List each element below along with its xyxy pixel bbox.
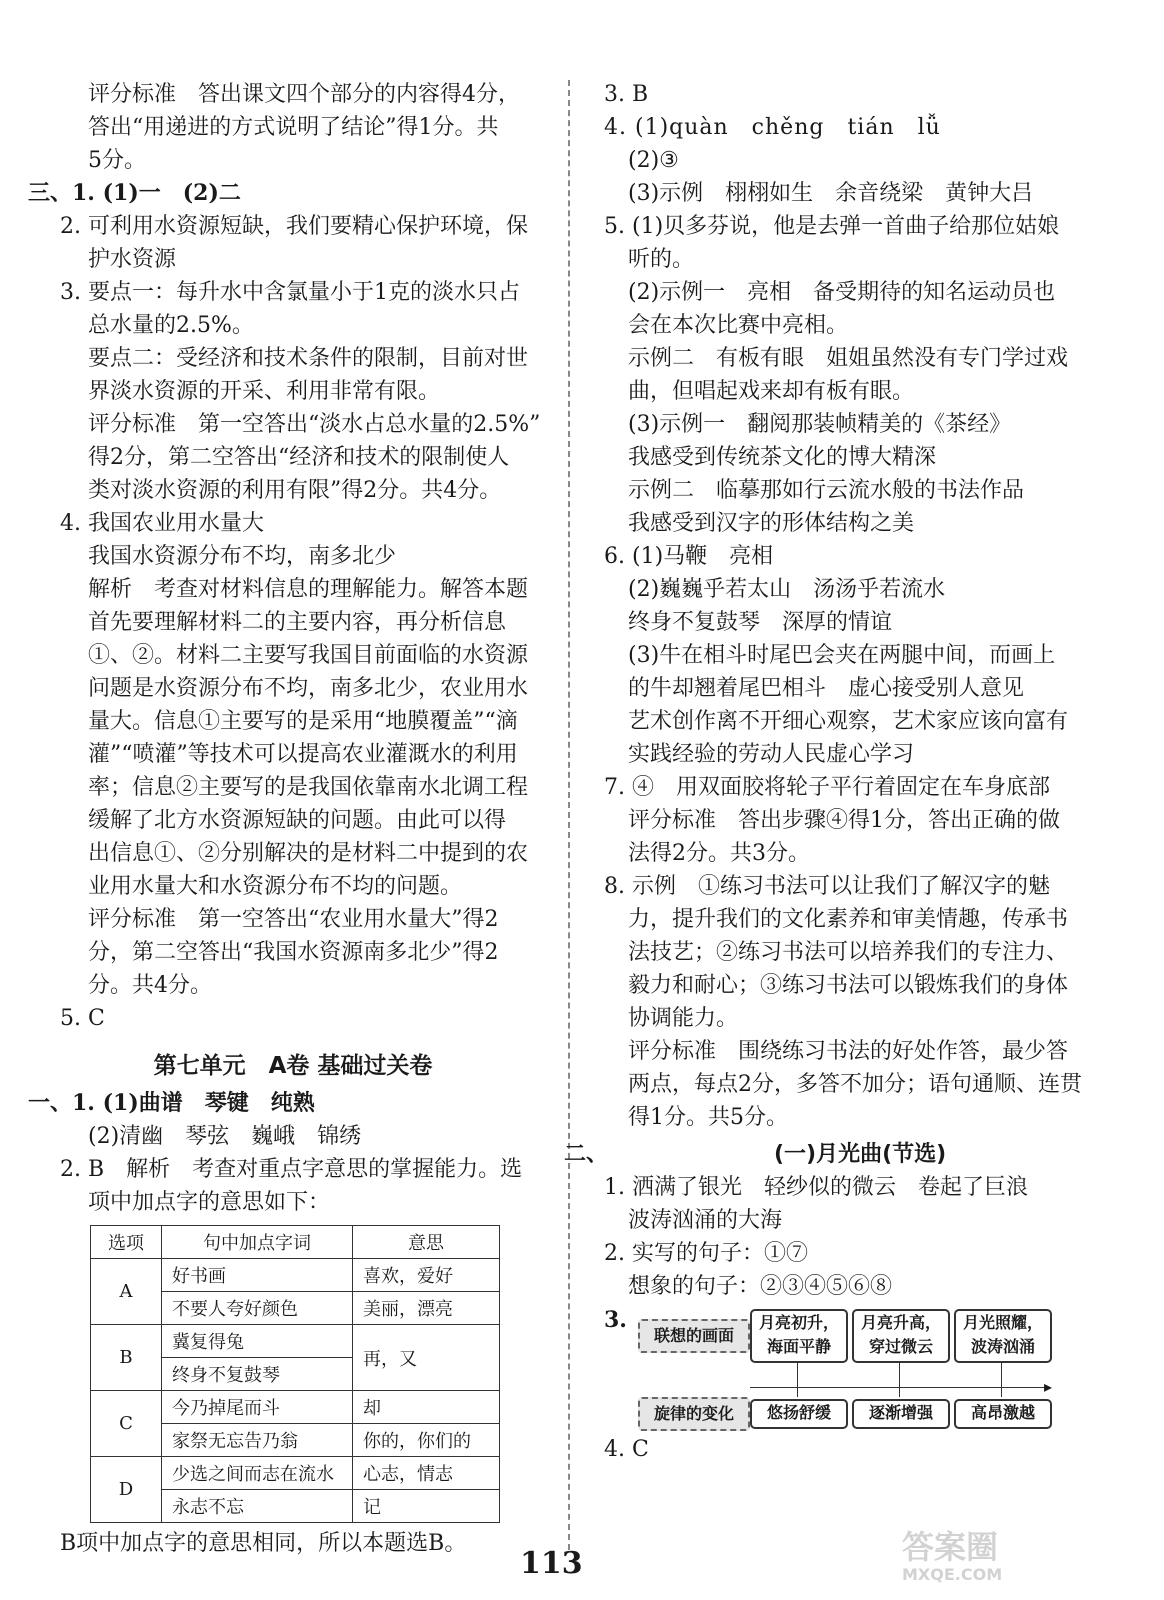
section-2-label: 二、 xyxy=(564,1141,609,1167)
text-line: 出信息①、②分别解决的是材料二中提到的农 xyxy=(88,841,529,866)
option-cell: B xyxy=(91,1325,162,1391)
connector xyxy=(797,1387,798,1397)
text-line: 项中加点字的意思如下： xyxy=(88,1190,331,1215)
text-line: 护水资源 xyxy=(88,247,177,272)
answer-7: 7. ④ 用双面胶将轮子平行着固定在车身底部 xyxy=(604,775,1050,800)
scene-box-3: 月光照耀， 波涛汹涌 xyxy=(954,1309,1052,1363)
text-line: 终身不复鼓琴 深厚的情谊 xyxy=(628,610,893,635)
melody-box-3: 高昂激越 xyxy=(954,1399,1052,1429)
text-line: 的牛却翘着尾巴相斗 虚心接受别人意见 xyxy=(628,676,1025,701)
text-line: 协调能力。 xyxy=(628,1006,739,1031)
meaning-cell: 你的，你们的 xyxy=(353,1424,500,1457)
right-column xyxy=(564,78,1104,1466)
meaning-cell: 再，又 xyxy=(353,1325,500,1391)
text-line: 力，提升我们的文化素养和审美情趣，传承书 xyxy=(628,907,1069,932)
text-line: 总水量的2.5%。 xyxy=(88,313,254,338)
section-3-q3: 3. 要点一：每升水中含氯量小于1克的淡水只占 xyxy=(60,280,520,305)
unit-q1: 一、1. (1)曲谱 琴键 纯熟 xyxy=(28,1090,315,1116)
meaning-cell: 美丽，漂亮 xyxy=(353,1292,500,1325)
table-header: 句中加点字词 xyxy=(162,1226,353,1259)
answer-4-pinyin: 4. (1)quàn chěng tián lǚ xyxy=(604,115,941,140)
connector xyxy=(899,1363,900,1387)
text-line: (2)清幽 琴弦 巍峨 锦绣 xyxy=(88,1124,362,1149)
text-line: 曲，但唱起戏来却有板有眼。 xyxy=(628,379,915,404)
table-row xyxy=(91,1259,500,1292)
text-line: (3)牛在相斗时尾巴会夹在两腿中间，而画上 xyxy=(628,643,1056,668)
text-line: 业用水量大和水资源分布不均的问题。 xyxy=(88,874,463,899)
section-3-q4: 4. 我国农业用水量大 xyxy=(60,511,264,536)
text-line: 灌”“喷灌”等技术可以提高农业灌溉水的利用 xyxy=(88,742,518,767)
word-cell: 好书画 xyxy=(162,1259,353,1292)
word-cell: 终身不复鼓琴 xyxy=(162,1358,353,1391)
text-line: 实践经验的劳动人民虚心学习 xyxy=(628,742,915,767)
table-row xyxy=(91,1457,500,1490)
melody-box-2: 逐渐增强 xyxy=(852,1399,950,1429)
connector xyxy=(1001,1363,1002,1387)
q4: 4. C xyxy=(604,1437,649,1462)
word-cell: 冀复得兔 xyxy=(162,1325,353,1358)
text-line: ①、②。材料二主要写我国目前面临的水资源 xyxy=(88,643,529,668)
table-header: 选项 xyxy=(91,1226,162,1259)
option-cell: D xyxy=(91,1457,162,1523)
text-line: 示例二 有板有眼 姐姐虽然没有专门学过戏 xyxy=(628,346,1069,371)
scoring-standard: 评分标准 围绕练习书法的好处作答，最少答 xyxy=(628,1039,1069,1064)
flow-label-melody: 旋律的变化 xyxy=(638,1397,750,1431)
text-line: 波涛汹涌的大海 xyxy=(628,1208,783,1233)
section-2-title: (一)月光曲(节选) xyxy=(774,1142,947,1167)
word-cell: 今乃掉尾而斗 xyxy=(162,1391,353,1424)
section-3-q5: 5. C xyxy=(60,1006,105,1031)
q3-number: 3. xyxy=(604,1307,627,1333)
meaning-cell: 记 xyxy=(353,1490,500,1523)
text-line: 分，第二空答出“我国水资源南多北少”得2 xyxy=(88,940,499,965)
connector xyxy=(899,1387,900,1397)
section-2-header xyxy=(564,1138,1104,1171)
page-number: 113 xyxy=(520,1546,583,1581)
flow-label-scenes: 联想的画面 xyxy=(638,1319,750,1353)
left-column xyxy=(28,78,558,1560)
column-divider xyxy=(568,80,570,1550)
text-line: 艺术创作离不开细心观察，艺术家应该向富有 xyxy=(628,709,1069,734)
table-row xyxy=(91,1325,500,1358)
scoring-standard: 评分标准 第一空答出“淡水占总水量的2.5%” xyxy=(88,412,541,437)
section-3-q2: 2. 可利用水资源短缺，我们要精心保护环境，保 xyxy=(60,214,528,239)
word-cell: 永志不忘 xyxy=(162,1490,353,1523)
answer-8: 8. 示例 ①练习书法可以让我们了解汉字的魅 xyxy=(604,874,1050,899)
watermark-title: 答案圈 xyxy=(902,1528,999,1566)
text-line: 会在本次比赛中亮相。 xyxy=(628,313,849,338)
text-line: 我国水资源分布不均，南多北少 xyxy=(88,544,397,569)
text-line: 界淡水资源的开采、利用非常有限。 xyxy=(88,379,441,404)
scene-box-2: 月亮升高， 穿过微云 xyxy=(852,1309,950,1363)
text-line: 要点二：受经济和技术条件的限制，目前对世 xyxy=(88,346,529,371)
text-line: 率；信息②主要写的是我国依靠南水北调工程 xyxy=(88,775,529,800)
text-line: B项中加点字的意思相同，所以本题选B。 xyxy=(60,1531,467,1556)
melody-flow-diagram xyxy=(604,1307,1104,1429)
scoring-standard: 评分标准 第一空答出“农业用水量大”得2 xyxy=(88,907,499,932)
timeline-arrow xyxy=(750,1387,1050,1388)
watermark-url: MXQE.COM xyxy=(902,1565,1003,1584)
table-header-row xyxy=(91,1226,500,1259)
text-line: 答出“用递进的方式说明了结论”得1分。共 xyxy=(88,115,499,140)
meaning-cell: 心志，情志 xyxy=(353,1457,500,1490)
text-line: 评分标准 答出课文四个部分的内容得4分， xyxy=(88,82,520,107)
table-header: 意思 xyxy=(353,1226,500,1259)
meaning-cell: 却 xyxy=(353,1391,500,1424)
q1: 1. 洒满了银光 轻纱似的微云 卷起了巨浪 xyxy=(604,1175,1028,1200)
unit-heading: 第七单元 A卷 基础过关卷 xyxy=(153,1053,433,1079)
text-line: 5分。 xyxy=(88,148,146,173)
unit-q2: 2. B 解析 考查对重点字意思的掌握能力。选 xyxy=(60,1157,523,1182)
scene-box-1: 月亮初升， 海面平静 xyxy=(750,1309,848,1363)
text-line: 示例二 临摹那如行云流水般的书法作品 xyxy=(628,478,1025,503)
text-line: 缓解了北方水资源短缺的问题。由此可以得 xyxy=(88,808,507,833)
text-line: 分。共4分。 xyxy=(88,973,212,998)
arrow-head-icon: ▸ xyxy=(1044,1377,1053,1396)
text-line: (3)示例 栩栩如生 余音绕梁 黄钟大吕 xyxy=(628,181,1034,206)
connector xyxy=(1001,1387,1002,1397)
options-table xyxy=(90,1225,500,1523)
q2: 2. 实写的句子：①⑦ xyxy=(604,1241,808,1266)
text-line: (2)巍巍乎若太山 汤汤乎若流水 xyxy=(628,577,946,602)
text-line: (2)③ xyxy=(628,148,679,173)
word-cell: 少选之间而志在流水 xyxy=(162,1457,353,1490)
word-cell: 家祭无忘告乃翁 xyxy=(162,1424,353,1457)
text-line: 法得2分。共3分。 xyxy=(628,841,810,866)
text-line: 量大。信息①主要写的是采用“地膜覆盖”“滴 xyxy=(88,709,518,734)
answer-3: 3. B xyxy=(604,82,649,107)
word-cell: 不要人夸好颜色 xyxy=(162,1292,353,1325)
text-line: 我感受到汉字的形体结构之美 xyxy=(628,511,915,536)
text-line: (2)示例一 亮相 备受期待的知名运动员也 xyxy=(628,280,1056,305)
table-row xyxy=(91,1391,500,1424)
text-line: 问题是水资源分布不均，南多北少，农业用水 xyxy=(88,676,529,701)
answer-5: 5. (1)贝多芬说，他是去弹一首曲子给那位姑娘 xyxy=(604,214,1060,239)
scoring-standard: 评分标准 答出步骤④得1分，答出正确的做 xyxy=(628,808,1060,833)
text-line: 我感受到传统茶文化的博大精深 xyxy=(628,445,937,470)
analysis: 解析 考查对材料信息的理解能力。解答本题 xyxy=(88,577,529,602)
text-line: 类对淡水资源的利用有限”得2分。共4分。 xyxy=(88,478,502,503)
melody-box-1: 悠扬舒缓 xyxy=(750,1399,848,1429)
section-3-q1: 三、1. (1)一 (2)二 xyxy=(28,180,241,206)
watermark-logo xyxy=(902,1528,1142,1588)
answer-6: 6. (1)马鞭 亮相 xyxy=(604,544,774,569)
text-line: 得2分，第二空答出“经济和技术的限制使人 xyxy=(88,445,510,470)
meaning-cell: 喜欢，爱好 xyxy=(353,1259,500,1292)
text-line: 首先要理解材料二的主要内容，再分析信息 xyxy=(88,610,507,635)
text-line: 听的。 xyxy=(628,247,695,272)
text-line: 法技艺；②练习书法可以培养我们的专注力、 xyxy=(628,940,1069,965)
text-line: 想象的句子：②③④⑤⑥⑧ xyxy=(628,1274,893,1299)
connector xyxy=(797,1363,798,1387)
text-line: 得1分。共5分。 xyxy=(628,1105,788,1130)
option-cell: C xyxy=(91,1391,162,1457)
option-cell: A xyxy=(91,1259,162,1325)
text-line: (3)示例一 翻阅那装帧精美的《茶经》 xyxy=(628,412,1012,437)
text-line: 毅力和耐心；③练习书法可以锻炼我们的身体 xyxy=(628,973,1069,998)
text-line: 两点，每点2分，多答不加分；语句通顺、连贯 xyxy=(628,1072,1082,1097)
